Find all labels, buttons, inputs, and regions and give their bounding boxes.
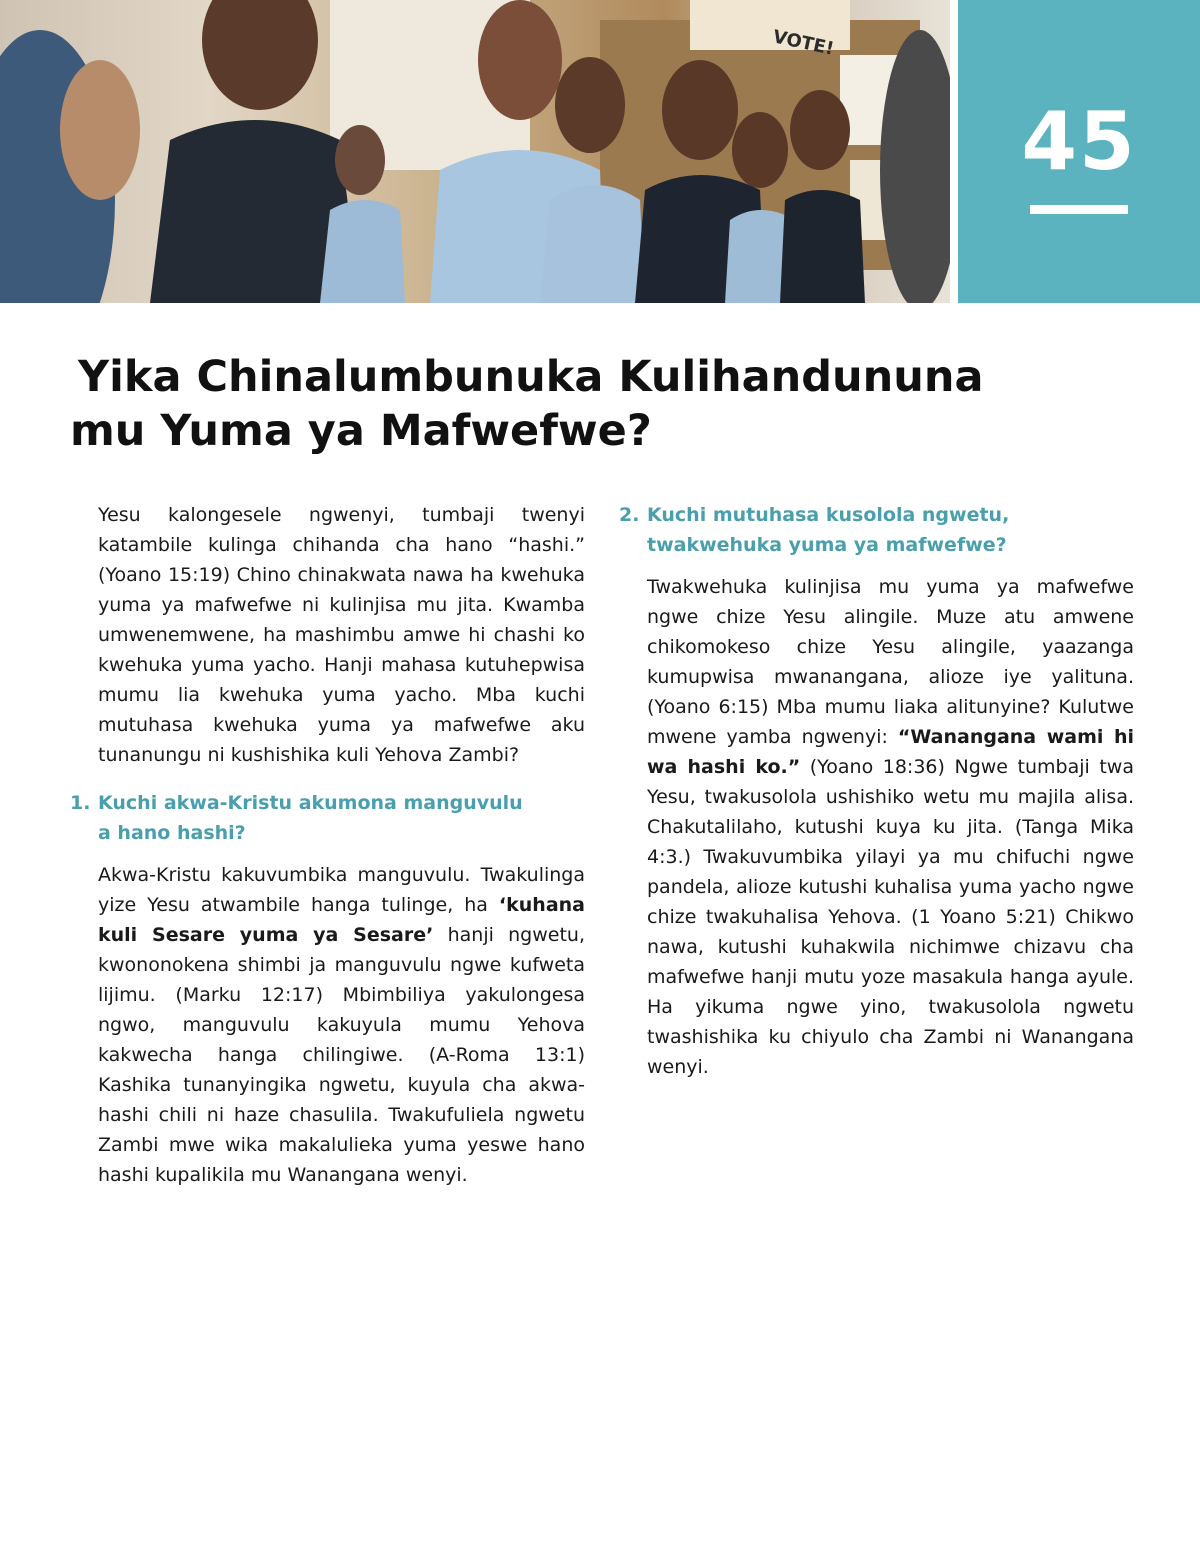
question-1-line-1: Kuchi akwa-Kristu akumona manguvulu — [98, 792, 523, 814]
answer-2-text-a: Twakwehuka kulinjisa mu yuma ya mafwefwe ngwe chize Yesu alingile. Muze atu amwene chikomokeso chize Yesu alingile, yaazanga kumupwisa mwanangana, alioze iye yalituna. (Yoano 6:15) Mba mumu liaka alitunyine? Kulutwe mwene yamba ngwenyi: — [647, 576, 1134, 748]
answer-1-text-b: hanji ngwetu, kwononokena shimbi ja manguvulu ngwe kufweta lijimu. (Marku 12:17) Mbimbiliya yakulongesa ngwo, manguvulu kakuyula mumu Yehova kakwecha hanga chilingiwe. (A-Roma 13:1) Kashika tunanyingika ngwetu, kuyula cha akwa-hashi chili ni haze chasulila. Twakufuliela ngwetu Zambi mwe wika makalulieka yuma yeswe hano hashi kupalikila mu Wanangana wenyi. — [98, 924, 586, 1186]
person-vest — [780, 190, 865, 303]
answer-2-bold-quote: “Wanangana wami hi wa hashi ko.” — [647, 726, 1135, 778]
person-shirt — [320, 200, 405, 303]
person-head — [202, 0, 318, 110]
person-head — [662, 60, 738, 160]
person-head — [732, 112, 788, 188]
person-head — [555, 57, 625, 153]
answer-1-paragraph — [98, 860, 585, 1190]
lesson-number: 45 — [1021, 95, 1137, 188]
students-standing-photo-icon — [0, 0, 950, 303]
question-2-line-2: twakwehuka yuma ya mafwefwe? — [647, 534, 1007, 556]
answer-2-text-b: (Yoano 18:36) Ngwe tumbaji twa Yesu, twakusolola ushishiko wetu mu majila alisa. Chakutalilaho, kutushi kuya ku jita. (Tanga Mika 4:3.) Twakuvumbika yilayi ya mu chifuchi ngwe pandela, alioze kutushi kuhalisa yuma yacho ngwe chize twakuhalisa Yehova. (1 Yoano 5:21) Chikwo nawa, kutushi kuhakwila nichimwe chizavu cha mafwefwe hanji mutu yoze masakula hanga ayule. Ha yikuma ngwe yino, twakusolola ngwetu twashishika ku chiyulo cha Zambi ni Wanangana wenyi. — [647, 756, 1134, 1078]
page-title — [70, 350, 1070, 458]
question-2-number: 2. — [619, 504, 640, 526]
hero-photo — [0, 0, 950, 303]
right-column — [619, 500, 1134, 1082]
answer-2-paragraph — [647, 572, 1134, 1082]
question-1-number: 1. — [70, 792, 91, 814]
intro-paragraph: Yesu kalongesele ngwenyi, tumbaji twenyi katambile kulinga chihanda cha hano “hashi.” (Yoano 15:19) Chino chinakwata nawa ha kwehuka yuma ya mafwefwe ni kulinjisa mu jita. Kwamba umwenemwene, ha mashimbu amwe hi chashi ko kwehuka yuma yacho. Hanji mahasa kutuhepwisa mumu lia kwehuka yuma yacho. Mba kuchi mutuhasa kwehuka yuma ya mafwefwe aku tunanungu ni kushishika kuli Yehova Zambi? — [98, 504, 585, 766]
title-line-1: Yika Chinalumbunuka Kulihandununa — [78, 352, 984, 402]
person-shirt — [540, 185, 645, 303]
person-head — [478, 0, 562, 120]
question-2-line-1: Kuchi mutuhasa kusolola ngwetu, — [647, 504, 1010, 526]
person-head — [790, 90, 850, 170]
question-1-line-2: a hano hashi? — [98, 822, 246, 844]
person-silhouette — [60, 60, 140, 200]
person-head — [335, 125, 385, 195]
lesson-number-underline — [1030, 205, 1128, 214]
answer-1-text-a: Akwa-Kristu kakuvumbika manguvulu. Twakulinga yize Yesu atwambile hanga tulinge, ha — [98, 864, 585, 916]
poster-text: VOTE! — [770, 26, 836, 60]
answer-1-bold-quote: ‘kuhana kuli Sesare yuma ya Sesare’ — [98, 894, 585, 946]
left-column — [70, 500, 585, 1190]
title-line-2: mu Yuma ya Mafwefwe? — [70, 406, 652, 456]
question-2-heading — [619, 500, 1134, 560]
lesson-badge — [958, 0, 1200, 303]
question-1-heading — [70, 788, 585, 848]
